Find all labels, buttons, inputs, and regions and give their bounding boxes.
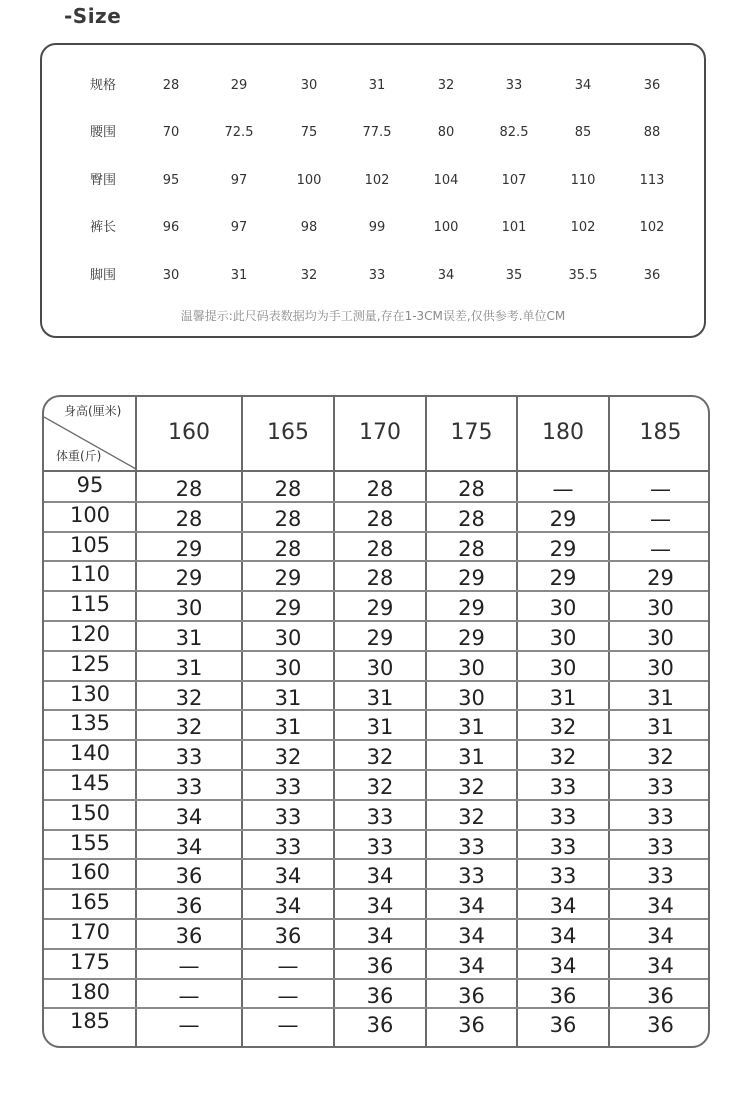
size-value-cell: 34 xyxy=(458,953,485,978)
height-header: 185 xyxy=(639,420,682,445)
size-value-cell: 32 xyxy=(458,775,485,799)
size-value-cell: 36 xyxy=(366,983,394,1008)
size-value-cell: 28 xyxy=(366,566,394,591)
table-row xyxy=(44,740,708,769)
height-header: 165 xyxy=(267,420,309,445)
size-value-cell: 29 xyxy=(366,596,394,621)
size-value-cell: 28 xyxy=(458,506,485,531)
weight-cell: 155 xyxy=(69,830,111,855)
size-value-cell: 33 xyxy=(647,864,674,889)
size-value-cell: 36 xyxy=(647,1013,674,1038)
size-value-cell: 29 xyxy=(458,566,485,591)
weight-cell: 170 xyxy=(69,920,111,944)
weight-cell: 110 xyxy=(69,562,111,587)
size-value-cell: 30 xyxy=(458,685,485,710)
size-value-cell: 34 xyxy=(175,804,203,829)
size-value-cell: 33 xyxy=(549,804,577,829)
height-header: 170 xyxy=(359,420,401,445)
size-value-cell: 28 xyxy=(175,477,203,501)
size-value-cell: 33 xyxy=(549,834,577,859)
size-row xyxy=(42,169,704,193)
table-row xyxy=(44,472,708,501)
size-cell: 100 xyxy=(296,173,322,188)
size-value-cell: — xyxy=(650,477,671,501)
size-value-cell: 30 xyxy=(647,655,674,680)
size-value-cell: 30 xyxy=(175,596,203,621)
size-value-cell: 36 xyxy=(175,864,203,889)
size-cell: 100 xyxy=(433,220,459,235)
size-value-cell: 34 xyxy=(458,924,485,948)
size-value-cell: — xyxy=(650,506,671,531)
weight-cell: 120 xyxy=(69,622,111,646)
height-header: 160 xyxy=(168,420,210,445)
table-row xyxy=(44,1008,708,1037)
size-value-cell: 28 xyxy=(175,506,203,531)
size-value-cell: 34 xyxy=(549,894,577,919)
size-value-cell: 36 xyxy=(458,983,485,1008)
size-value-cell: 32 xyxy=(549,715,577,740)
size-value-cell: — xyxy=(277,953,299,978)
size-cell: 110 xyxy=(570,173,596,188)
height-header: 180 xyxy=(542,420,584,445)
table-row xyxy=(44,502,708,531)
size-value-cell: 31 xyxy=(647,685,674,710)
size-cell: 101 xyxy=(501,220,527,235)
size-value-cell: 34 xyxy=(366,864,394,889)
weight-cell: 150 xyxy=(69,800,111,825)
size-value-cell: 29 xyxy=(549,536,577,561)
size-value-cell: 32 xyxy=(366,745,394,770)
size-value-cell: 33 xyxy=(549,775,577,799)
size-value-cell: 30 xyxy=(458,655,485,680)
size-value-cell: 34 xyxy=(647,924,674,948)
size-cell: 97 xyxy=(230,220,248,235)
size-cell: 104 xyxy=(433,173,459,188)
size-value-cell: 29 xyxy=(647,566,674,591)
size-cell: 88 xyxy=(643,125,661,140)
size-value-cell: — xyxy=(277,983,299,1008)
size-value-cell: 33 xyxy=(458,864,485,889)
size-row-label: 腰围 xyxy=(89,125,116,140)
size-value-cell: 31 xyxy=(274,685,302,710)
size-value-cell: 31 xyxy=(549,685,577,710)
size-value-cell: 34 xyxy=(366,894,394,919)
table-row xyxy=(44,889,708,918)
size-value-cell: 36 xyxy=(549,1013,577,1038)
size-cell: 102 xyxy=(570,220,596,235)
size-value-cell: 30 xyxy=(647,626,674,650)
size-value-cell: 29 xyxy=(175,566,203,591)
weight-cell: 125 xyxy=(69,651,111,676)
size-row xyxy=(42,121,704,145)
size-cell: 80 xyxy=(437,125,455,140)
size-value-cell: 33 xyxy=(647,804,674,829)
size-row-label: 裤长 xyxy=(89,220,116,235)
size-value-cell: 33 xyxy=(274,804,302,829)
size-value-cell: 31 xyxy=(366,715,394,740)
table-row xyxy=(44,830,708,859)
size-cell: 31 xyxy=(368,78,386,93)
size-row xyxy=(42,216,704,240)
size-value-cell: 34 xyxy=(274,864,302,889)
size-value-cell: 29 xyxy=(549,506,577,531)
size-value-cell: — xyxy=(178,983,200,1008)
size-value-cell: 30 xyxy=(366,655,394,680)
size-cell: 85 xyxy=(574,125,592,140)
size-value-cell: 31 xyxy=(458,715,485,740)
size-value-cell: 33 xyxy=(366,834,394,859)
size-value-cell: 34 xyxy=(549,924,577,948)
size-cell: 36 xyxy=(643,78,661,93)
size-value-cell: 32 xyxy=(647,745,674,770)
size-value-cell: 29 xyxy=(274,596,302,621)
size-value-cell: 29 xyxy=(458,596,485,621)
size-cell: 32 xyxy=(437,78,455,93)
size-value-cell: 36 xyxy=(274,924,302,948)
size-value-cell: 29 xyxy=(549,566,577,591)
table-row xyxy=(44,591,708,620)
weight-cell: 185 xyxy=(69,1009,111,1034)
size-value-cell: 31 xyxy=(274,715,302,740)
table-row xyxy=(44,949,708,978)
size-cell: 30 xyxy=(300,78,318,93)
size-value-cell: 33 xyxy=(549,864,577,889)
size-value-cell: 34 xyxy=(549,953,577,978)
size-value-cell: 34 xyxy=(175,834,203,859)
size-cell: 70 xyxy=(162,125,180,140)
weight-cell: 175 xyxy=(69,949,111,974)
size-cell: 32 xyxy=(300,268,318,283)
table-row xyxy=(44,859,708,888)
weight-cell: 130 xyxy=(69,681,111,706)
size-cell: 72.5 xyxy=(224,125,254,140)
size-value-cell: — xyxy=(178,1013,200,1038)
size-value-cell: 32 xyxy=(549,745,577,770)
size-value-cell: 34 xyxy=(647,894,674,919)
size-cell: 95 xyxy=(162,173,180,188)
size-cell: 30 xyxy=(162,268,180,283)
size-value-cell: — xyxy=(277,1013,299,1038)
weight-cell: 95 xyxy=(76,473,104,497)
size-value-cell: 28 xyxy=(274,477,302,501)
size-cell: 35.5 xyxy=(568,268,598,283)
size-value-cell: 28 xyxy=(458,477,485,501)
size-cell: 98 xyxy=(300,220,318,235)
size-value-cell: 34 xyxy=(647,953,674,978)
size-value-cell: 31 xyxy=(175,655,203,680)
size-value-cell: 32 xyxy=(175,715,203,740)
table-row xyxy=(44,532,708,561)
size-value-cell: 28 xyxy=(366,506,394,531)
size-row-label: 脚围 xyxy=(89,268,116,283)
height-axis-label: 身高(厘米) xyxy=(64,404,122,418)
size-value-cell: 36 xyxy=(366,953,394,978)
size-row-label: 规格 xyxy=(89,78,116,93)
size-value-cell: 29 xyxy=(366,626,394,650)
size-value-cell: 30 xyxy=(274,655,302,680)
size-value-cell: 33 xyxy=(274,834,302,859)
size-cell: 34 xyxy=(437,268,455,283)
size-value-cell: 34 xyxy=(458,894,485,919)
size-value-cell: 30 xyxy=(549,626,577,650)
weight-cell: 165 xyxy=(69,890,111,915)
height-header: 175 xyxy=(450,420,493,445)
table-row xyxy=(44,770,708,799)
size-cell: 102 xyxy=(639,220,665,235)
size-value-cell: 28 xyxy=(366,477,394,501)
size-value-cell: — xyxy=(552,477,574,501)
size-value-cell: 29 xyxy=(458,626,485,650)
size-cell: 107 xyxy=(501,173,527,188)
size-value-cell: 30 xyxy=(274,626,302,650)
table-row xyxy=(44,561,708,590)
table-row xyxy=(44,710,708,739)
size-cell: 75 xyxy=(300,125,318,140)
size-value-cell: 30 xyxy=(647,596,674,621)
size-note: 温馨提示:此尺码表数据均为手工测量,存在1-3CM误差,仅供参考.单位CM xyxy=(180,309,566,323)
size-value-cell: 33 xyxy=(647,834,674,859)
size-value-cell: 32 xyxy=(366,775,394,799)
size-value-cell: 28 xyxy=(274,536,302,561)
size-cell: 35 xyxy=(505,268,523,283)
size-value-cell: 30 xyxy=(549,596,577,621)
size-value-cell: 34 xyxy=(366,924,394,948)
weight-cell: 180 xyxy=(69,979,111,1004)
table-row xyxy=(44,651,708,680)
weight-cell: 145 xyxy=(69,771,111,795)
size-value-cell: 30 xyxy=(549,655,577,680)
weight-axis-label: 体重(斤) xyxy=(56,449,102,463)
size-value-cell: 34 xyxy=(274,894,302,919)
size-value-cell: 31 xyxy=(175,626,203,650)
size-row xyxy=(42,74,704,98)
size-cell: 97 xyxy=(230,173,248,188)
size-value-cell: 33 xyxy=(366,804,394,829)
weight-cell: 135 xyxy=(69,711,111,736)
size-value-cell: 36 xyxy=(458,1013,485,1038)
size-value-cell: 29 xyxy=(175,536,203,561)
size-cell: 36 xyxy=(643,268,661,283)
size-cell: 102 xyxy=(364,173,390,188)
size-cell: 31 xyxy=(230,268,248,283)
size-value-cell: 29 xyxy=(274,566,302,591)
size-value-cell: — xyxy=(178,953,200,978)
size-value-cell: 36 xyxy=(175,894,203,919)
table-row xyxy=(44,681,708,710)
size-value-cell: 33 xyxy=(175,775,203,799)
size-value-cell: 33 xyxy=(274,775,302,799)
size-value-cell: 33 xyxy=(175,745,203,770)
weight-cell: 105 xyxy=(69,532,111,557)
size-value-cell: 28 xyxy=(458,536,485,561)
size-row-label: 臀围 xyxy=(89,173,116,188)
weight-cell: 140 xyxy=(69,741,111,766)
size-cell: 99 xyxy=(368,220,386,235)
size-value-cell: 28 xyxy=(366,536,394,561)
size-value-cell: 33 xyxy=(647,775,674,799)
size-value-cell: 36 xyxy=(175,924,203,948)
size-row xyxy=(42,264,704,288)
size-value-cell: 28 xyxy=(274,506,302,531)
size-value-cell: 36 xyxy=(549,983,577,1008)
size-cell: 33 xyxy=(368,268,386,283)
size-value-cell: 32 xyxy=(175,685,203,710)
size-value-cell: 36 xyxy=(366,1013,394,1038)
size-table xyxy=(40,43,706,338)
table-row xyxy=(44,919,708,948)
weight-cell: 160 xyxy=(69,860,111,885)
size-value-cell: 31 xyxy=(458,745,485,770)
weight-cell: 100 xyxy=(69,502,111,527)
size-cell: 29 xyxy=(230,78,248,93)
size-value-cell: 33 xyxy=(458,834,485,859)
size-cell: 33 xyxy=(505,78,523,93)
table-row xyxy=(44,621,708,650)
table-row xyxy=(44,979,708,1008)
size-cell: 77.5 xyxy=(362,125,392,140)
recommend-table xyxy=(42,395,710,1048)
size-cell: 113 xyxy=(639,173,665,188)
page-title: -Size xyxy=(64,4,122,28)
size-value-cell: 31 xyxy=(647,715,674,740)
size-value-cell: — xyxy=(650,536,671,561)
size-cell: 82.5 xyxy=(499,125,529,140)
size-cell: 28 xyxy=(162,78,180,93)
size-value-cell: 32 xyxy=(458,804,485,829)
size-value-cell: 32 xyxy=(274,745,302,770)
size-cell: 96 xyxy=(162,220,180,235)
weight-cell: 115 xyxy=(69,592,111,617)
size-value-cell: 36 xyxy=(647,983,674,1008)
size-cell: 34 xyxy=(574,78,592,93)
table-row xyxy=(44,800,708,829)
size-value-cell: 31 xyxy=(366,685,394,710)
